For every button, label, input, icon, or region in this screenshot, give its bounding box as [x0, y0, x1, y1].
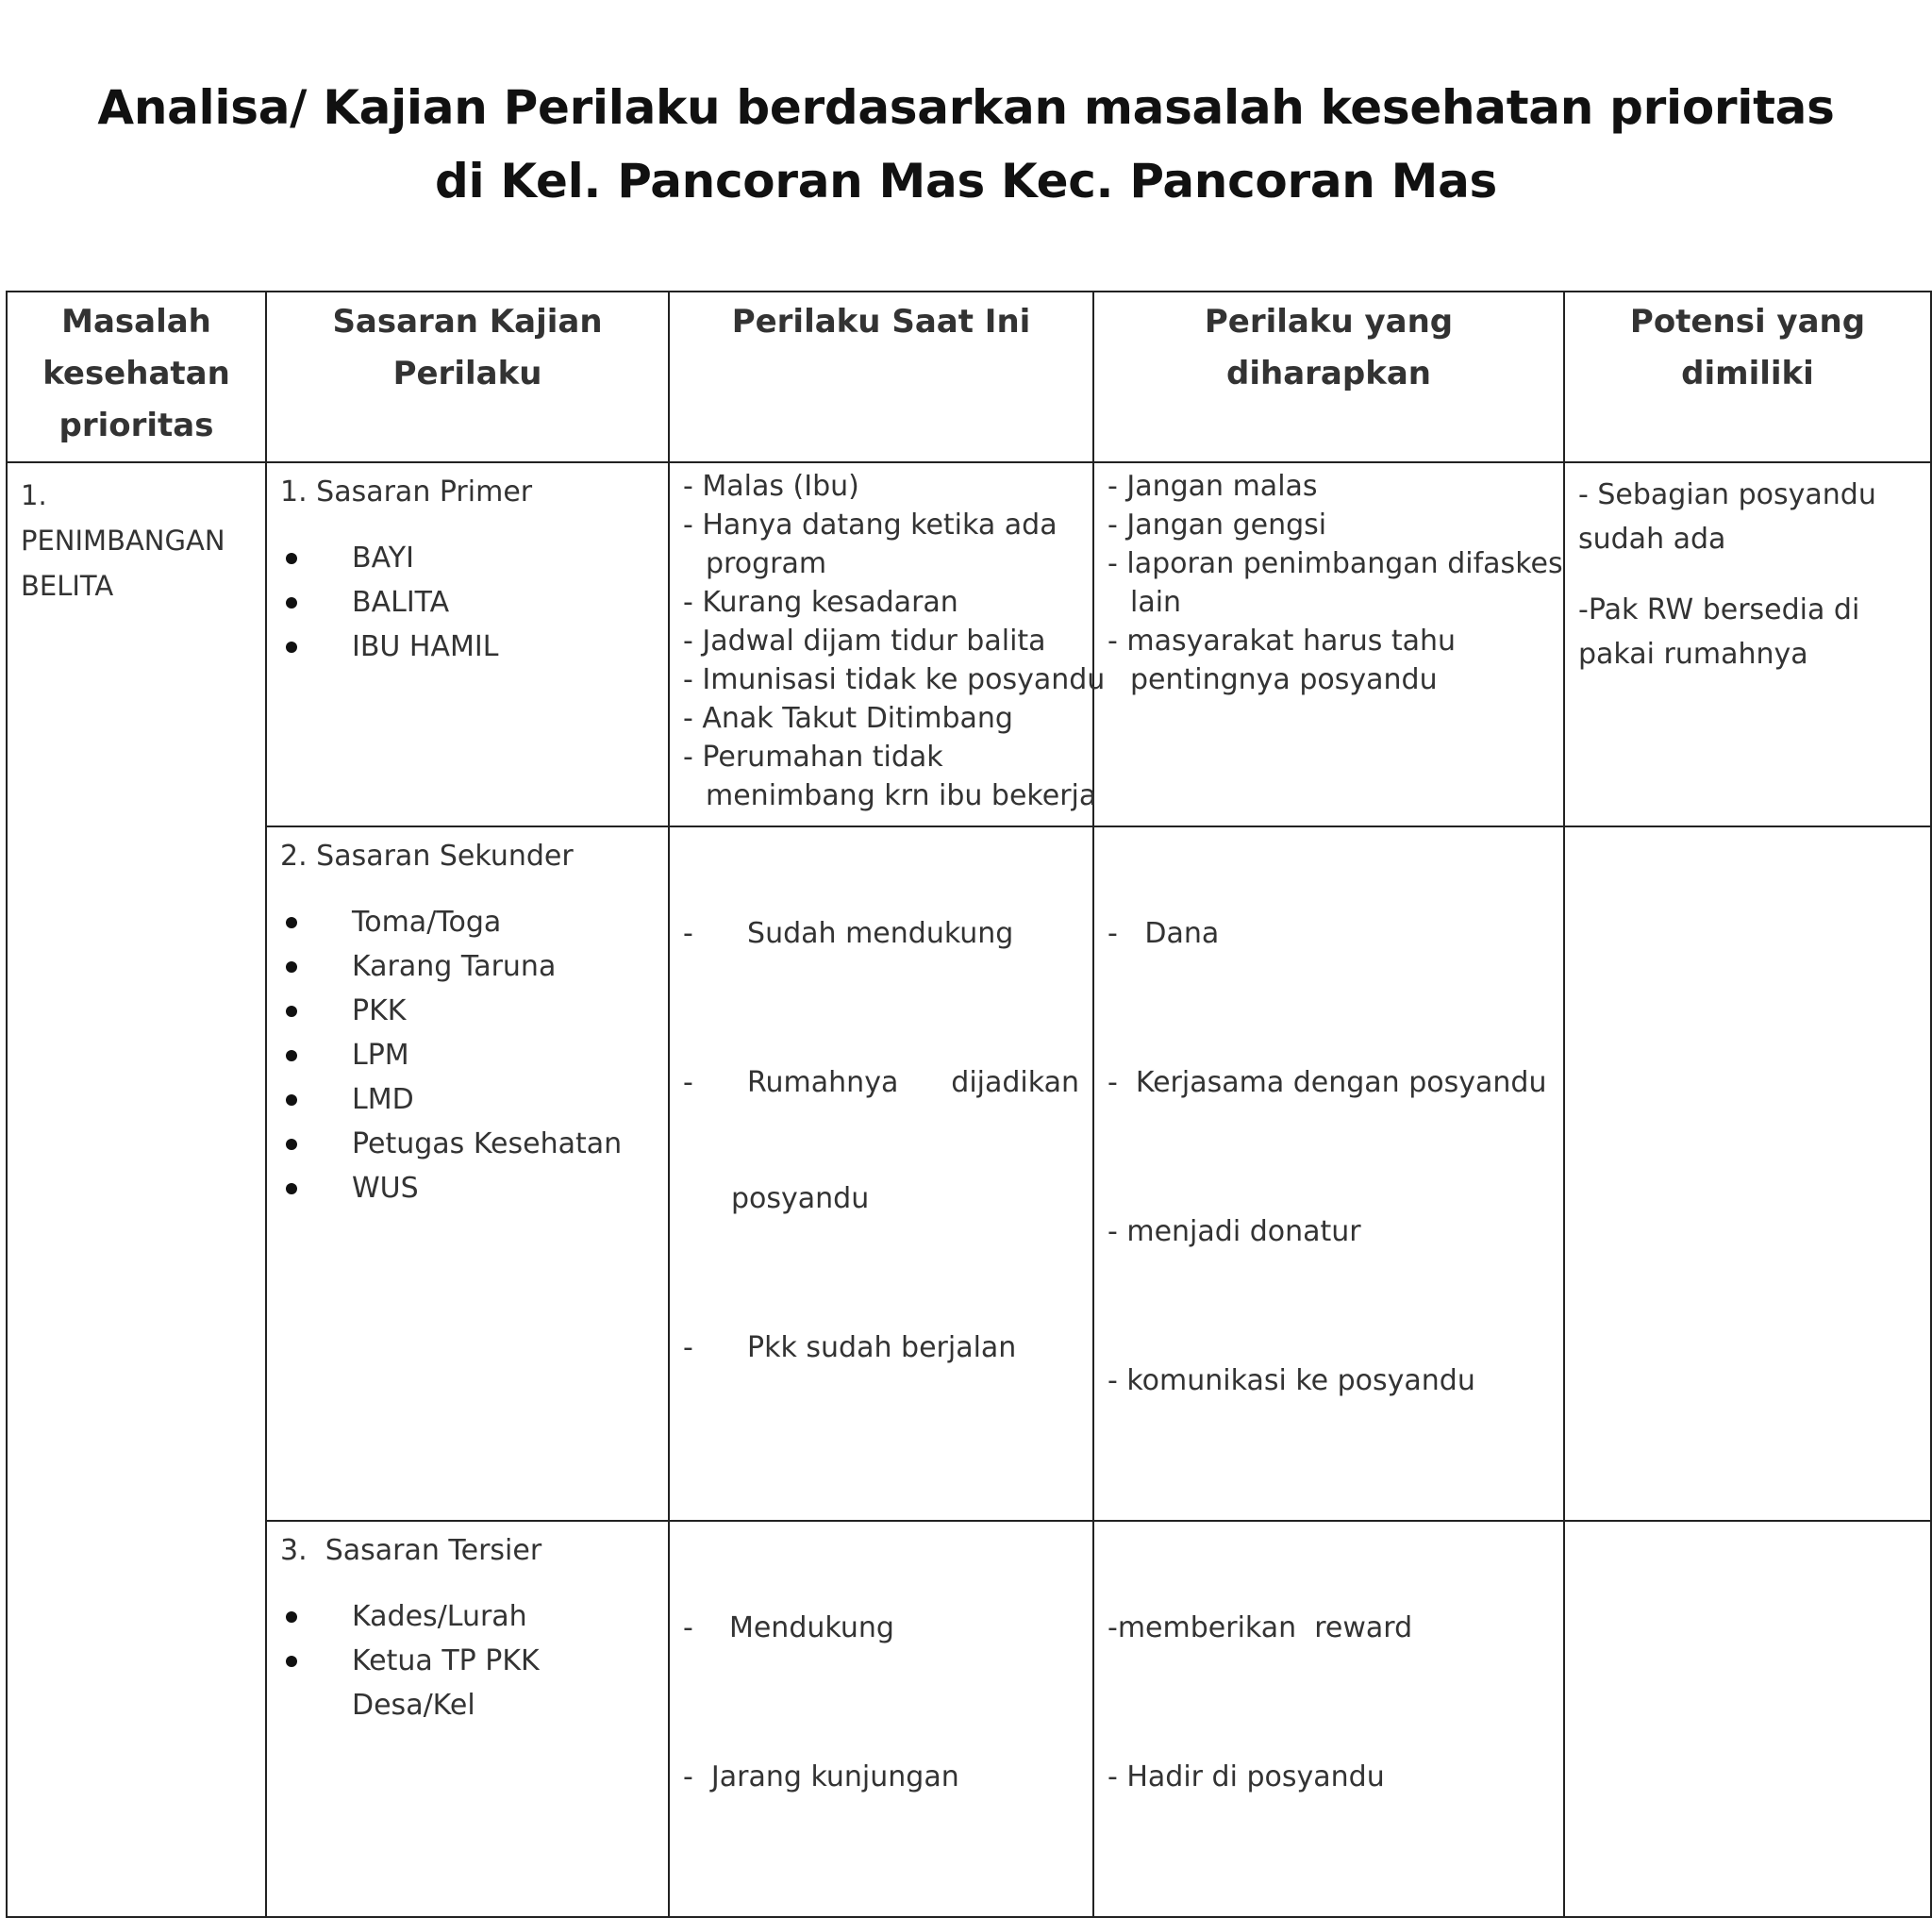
- header-sasaran: Sasaran Kajian Perilaku: [266, 292, 669, 462]
- table-row: [7, 1521, 1931, 1917]
- sasaran-primer-cell: [266, 462, 669, 826]
- list-item: Karang Taruna: [280, 944, 655, 989]
- sasaran-tersier-cell: [266, 1521, 669, 1917]
- sasaran-title: 2. Sasaran Sekunder: [280, 840, 574, 873]
- list-item: PKK: [280, 989, 655, 1033]
- saat-ini-sekunder-cell: - Sudah mendukung - Rumahnya dijadikan posyandu - Pkk sudah berjalan: [669, 826, 1093, 1521]
- page-title: [0, 71, 1932, 218]
- sasaran-title: 1. Sasaran Primer: [280, 475, 533, 509]
- header-saat-ini: Perilaku Saat Ini: [669, 292, 1093, 462]
- sasaran-sekunder-cell: [266, 826, 669, 1521]
- sasaran-list: [280, 900, 655, 1210]
- header-masalah: Masalah kesehatan prioritas: [7, 292, 266, 462]
- list-item: Petugas Kesehatan: [280, 1122, 655, 1166]
- diharapkan-tersier-cell: -memberikan reward - Hadir di posyandu: [1093, 1521, 1564, 1917]
- analysis-table: [6, 291, 1932, 1918]
- potensi-tersier-cell: [1564, 1521, 1931, 1917]
- list-item: BALITA: [280, 580, 655, 625]
- table-row: [7, 462, 1931, 826]
- problem-cell: 1. PENIMBANGAN BELITA: [7, 462, 266, 1917]
- title-line-1: Analisa/ Kajian Perilaku berdasarkan masalah kesehatan prioritas: [97, 80, 1835, 135]
- diharapkan-sekunder-cell: - Dana - Kerjasama dengan posyandu - menjadi donatur - komunikasi ke posyandu: [1093, 826, 1564, 1521]
- sasaran-list: [280, 536, 655, 669]
- list-item: Ketua TP PKK Desa/Kel: [280, 1639, 655, 1727]
- list-item: IBU HAMIL: [280, 625, 655, 669]
- list-item: LPM: [280, 1033, 655, 1077]
- list-item: BAYI: [280, 536, 655, 580]
- header-potensi: Potensi yang dimiliki: [1564, 292, 1931, 462]
- sasaran-list: [280, 1594, 655, 1727]
- list-item: WUS: [280, 1166, 655, 1210]
- list-item: Toma/Toga: [280, 900, 655, 944]
- potensi-sekunder-cell: [1564, 826, 1931, 1521]
- table-row: [7, 826, 1931, 1521]
- header-row: [7, 292, 1931, 462]
- saat-ini-primer-cell: - Malas (Ibu) - Hanya datang ketika ada program - Kurang kesadaran - Jadwal dijam tidur balita - Imunisasi tidak ke posyandu - Anak Takut Ditimbang - Perumahan tidak menimbang krn ibu bekerja: [669, 462, 1093, 826]
- list-item: LMD: [280, 1077, 655, 1122]
- sasaran-title: 3. Sasaran Tersier: [280, 1534, 542, 1567]
- saat-ini-tersier-cell: - Mendukung - Jarang kunjungan: [669, 1521, 1093, 1917]
- list-item: Kades/Lurah: [280, 1594, 655, 1639]
- diharapkan-primer-cell: - Jangan malas - Jangan gengsi - laporan penimbangan difaskes lain - masyarakat harus tahu pentingnya posyandu: [1093, 462, 1564, 826]
- potensi-primer-cell: - Sebagian posyandu sudah ada -Pak RW bersedia di pakai rumahnya: [1564, 462, 1931, 826]
- title-line-2: di Kel. Pancoran Mas Kec. Pancoran Mas: [434, 154, 1498, 208]
- header-diharapkan: Perilaku yang diharapkan: [1093, 292, 1564, 462]
